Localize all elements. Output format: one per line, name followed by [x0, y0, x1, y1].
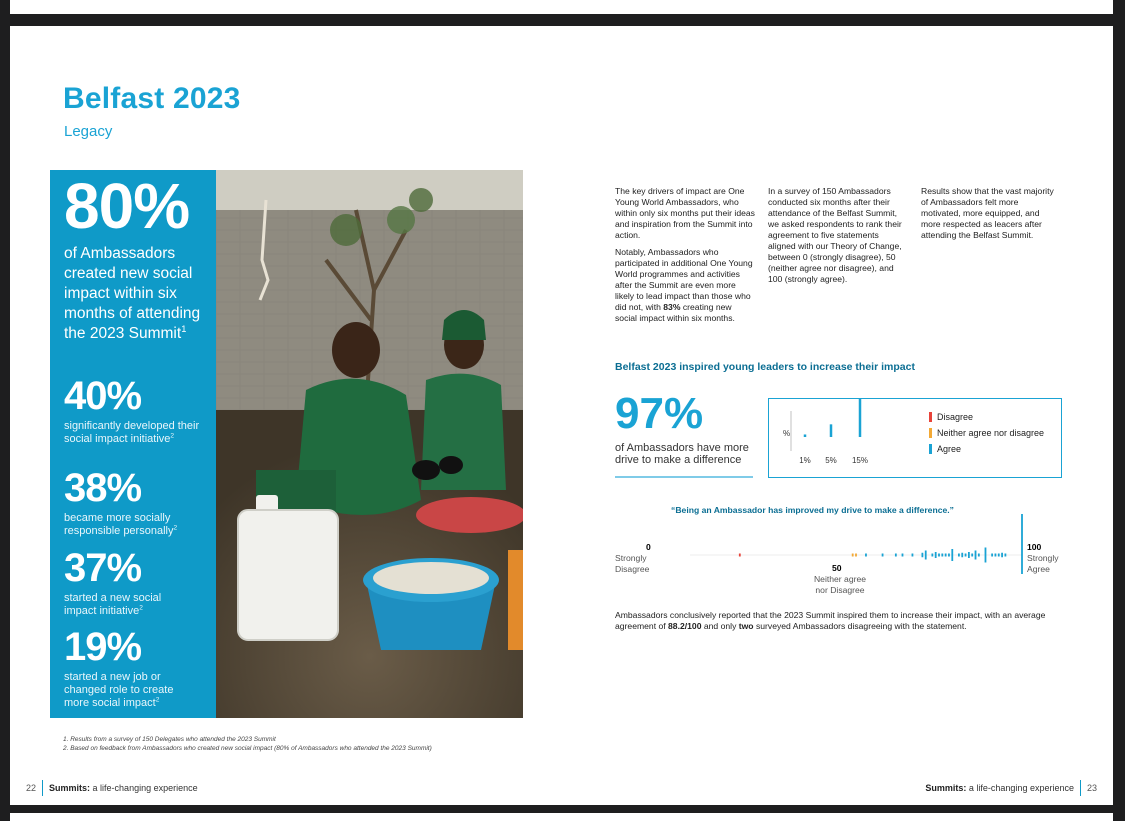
bar-tick-label: 5% [825, 456, 837, 465]
strip-point [945, 554, 947, 557]
strip-point [948, 554, 950, 557]
strip-point [931, 554, 933, 557]
stat-text: started a new social impact initiative [64, 592, 162, 617]
bar-tick-label: 1% [799, 456, 811, 465]
intro-column-3 [921, 186, 1059, 247]
document-spread [10, 26, 1113, 805]
strip-point [925, 551, 927, 560]
strip-point [1001, 553, 1003, 558]
stat-text: significantly developed their social impact initiative [64, 420, 200, 445]
footer-tagline: a life-changing experience [968, 783, 1074, 793]
bar-agree [859, 399, 862, 437]
stats-panel [50, 170, 216, 718]
intro-paragraph: In a survey of 150 Ambassadors conducted six months after their attendance of the Belfast Summit, we asked respondents to rank their agreement to five statements aligned with our Theory of Change, between 0 (strongly disagree), 50 (neither agree nor disagree), and 100 (strongly agree). [768, 186, 902, 284]
strip-point [941, 554, 943, 557]
scale-value-50: 50 [832, 563, 842, 573]
intro-column-2 [768, 186, 905, 291]
page-title: Belfast 2023 [63, 82, 241, 115]
legend-item-disagree: Disagree [929, 409, 1044, 425]
stat-text: started a new job or changed role to create more social impact [64, 671, 174, 709]
previous-page-edge [10, 0, 1113, 14]
page-subtitle: Legacy [64, 123, 113, 140]
bar-chart-legend [929, 409, 1044, 457]
footnote-ref: 2 [173, 524, 178, 532]
stat-value: 80% [64, 170, 190, 242]
stat-text: became more socially responsible personally [64, 512, 174, 537]
strip-point [739, 554, 741, 557]
strip-point [958, 554, 960, 557]
intro-column-1 [615, 186, 755, 330]
intro-paragraph: Results show that the vast majority of Ambassadors felt more motivated, more equipped, and more respected as leacers after attending the Belfast Summit. [921, 186, 1054, 240]
strip-point [1005, 554, 1007, 557]
footer-brand: Summits: [49, 783, 91, 793]
strip-point [865, 554, 867, 557]
strip-point [935, 552, 937, 558]
stat-text: of Ambassadors created new social impact within six months of attending the 2023 Summit [64, 245, 201, 342]
footer-right [925, 780, 1097, 796]
strip-point [912, 554, 914, 557]
stat-37 [64, 548, 174, 618]
legend-swatch [929, 444, 932, 454]
strip-point [938, 554, 940, 557]
strip-point [882, 554, 884, 557]
photo-ambassadors-washing [216, 170, 523, 718]
divider [615, 476, 753, 478]
section-title: Belfast 2023 inspired young leaders to increase their impact [615, 361, 915, 373]
stat-19 [64, 627, 194, 710]
intro-paragraph: Notably, Ambassadors who participated in additional One Young World programmes and activities after the Summit are even more likely to lead impact than those who did not, with 83% creating new social impact within six months. [615, 247, 753, 323]
strip-point [951, 549, 953, 561]
survey-quote: “Being an Ambassador has improved my drive to make a difference.” [671, 505, 954, 515]
stat-value: 38% [64, 466, 142, 510]
legend-item-neither: Neither agree nor disagree [929, 425, 1044, 441]
footnote-1: 1. Results from a survey of 150 Delegates who attended the 2023 Summit [63, 736, 276, 743]
legend-swatch [929, 428, 932, 438]
legend-swatch [929, 412, 932, 422]
strip-point [855, 554, 857, 557]
strip-point [852, 554, 854, 557]
strip-point [968, 552, 970, 558]
footer-brand: Summits: [925, 783, 967, 793]
scale-label-strongly-disagree: Strongly Disagree [615, 553, 650, 574]
footer-divider [42, 780, 43, 796]
bar-neither-agree-nor-disagree [830, 424, 833, 437]
stat-80 [64, 170, 214, 344]
footer-divider [1080, 780, 1081, 796]
intro-paragraph: The key drivers of impact are One Young World Ambassadors, who within only six months put their ideas and inspiration from the Summit into action. [615, 186, 755, 240]
conclusion-text: Ambassadors conclusively reported that the 2023 Summit inspired them to increase their impact, with an average agreement of 88.2/100 and only two surveyed Ambassadors disagreeing with the statement. [615, 610, 1046, 631]
strip-point [922, 553, 924, 558]
bar-tick-label: 15% [851, 456, 869, 465]
footnote-ref: 2 [170, 432, 175, 440]
stat-40 [64, 376, 204, 446]
strip-point [975, 551, 977, 560]
strip-point [985, 548, 987, 563]
headline-stat-text: of Ambassadors have more drive to make a difference [615, 442, 749, 466]
stat-value: 19% [64, 625, 142, 669]
bar-disagree [804, 434, 807, 437]
footnote-ref: 1 [181, 323, 187, 334]
scale-value-100: 100 [1027, 542, 1042, 552]
photo-illustration [216, 170, 523, 718]
strip-point [978, 554, 980, 557]
strip-point [1021, 514, 1023, 574]
strip-point [991, 554, 993, 557]
footnote-ref: 2 [139, 604, 143, 612]
stat-38 [64, 468, 204, 538]
next-page-edge [10, 813, 1113, 821]
bar-chart-box [768, 398, 1062, 478]
strip-point [998, 554, 1000, 557]
headline-stat-value: 97% [615, 389, 704, 438]
page-number-left: 22 [26, 783, 37, 793]
stat-value: 37% [64, 546, 142, 590]
bar-chart-ylabel: % [783, 429, 791, 438]
footnote-ref: 2 [155, 696, 160, 704]
strip-point [995, 554, 997, 557]
strip-point [961, 553, 963, 558]
scale-label-neither: Neither agree nor Disagree [813, 574, 867, 595]
stat-value: 40% [64, 374, 142, 418]
strip-point [902, 554, 904, 557]
footnotes [63, 736, 432, 753]
strip-point [965, 554, 967, 557]
footnote-2: 2. Based on feedback from Ambassadors who created new social impact (80% of Ambassadors who attended the 2023 Summit) [63, 744, 432, 752]
page-number-right: 23 [1086, 783, 1097, 793]
footer-tagline: a life-changing experience [92, 783, 198, 793]
scale-label-strongly-agree: Strongly Agree [1027, 553, 1059, 574]
footer-left [26, 780, 198, 796]
legend-item-agree: Agree [929, 441, 1044, 457]
bar-chart [769, 399, 919, 477]
strip-point [971, 554, 973, 557]
scale-value-0: 0 [646, 542, 651, 552]
strip-point [895, 554, 897, 557]
